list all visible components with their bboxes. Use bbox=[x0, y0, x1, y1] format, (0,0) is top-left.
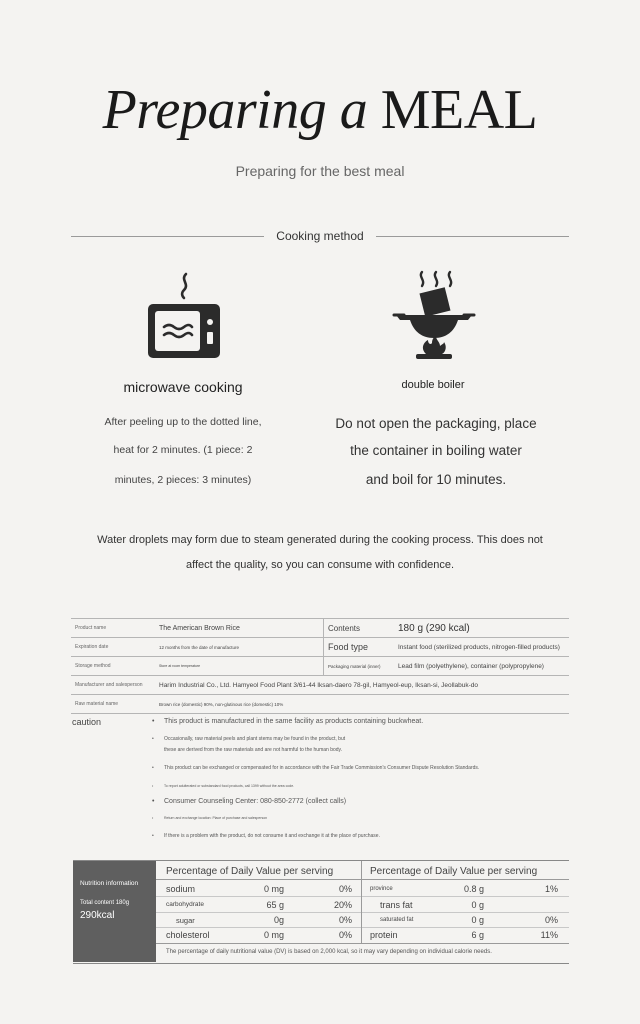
double-boiler-icon bbox=[392, 270, 476, 364]
boiler-line-3: and boil for 10 minutes. bbox=[365, 472, 507, 487]
page-subtitle: Preparing for the best meal bbox=[235, 163, 405, 179]
section-label: Cooking method bbox=[276, 229, 364, 243]
storage-value: Store at room temperature bbox=[155, 657, 324, 676]
nutrient-amount: 0 g bbox=[471, 900, 484, 910]
nutrient-percent: 0% bbox=[338, 930, 352, 940]
nutrient-amount: 0 g bbox=[471, 915, 484, 925]
title-caps: MEAL bbox=[380, 79, 538, 141]
packaging-value: Lead film (polyethylene), container (polypropylene) bbox=[394, 657, 569, 676]
product-info-table bbox=[71, 618, 569, 714]
contents-label: Contents bbox=[324, 619, 395, 638]
nutrition-footer-rule bbox=[156, 943, 569, 944]
list-item: • This product is manufactured in the same facility as products containing buckwheat. bbox=[152, 718, 562, 725]
food-type-label: Food type bbox=[324, 638, 395, 657]
nutrient-name: carbohydrate bbox=[166, 901, 204, 908]
storage-label: Storage method bbox=[71, 657, 155, 676]
list-item: these are derived from the raw materials and are not harmful to the human body. bbox=[164, 747, 343, 753]
row-rule bbox=[362, 896, 569, 897]
microwave-title: microwave cooking bbox=[123, 379, 243, 395]
table-row bbox=[71, 676, 569, 695]
row-rule bbox=[156, 896, 361, 897]
boiler-line-1: Do not open the packaging, place bbox=[335, 416, 537, 431]
boiler-line-2: the container in boiling water bbox=[350, 443, 522, 458]
list-item: • Return and exchange location: Place of purchase and salesperson bbox=[152, 816, 562, 820]
row-rule bbox=[362, 927, 569, 928]
nutrition-label: Nutrition information bbox=[80, 880, 139, 887]
nutrient-percent: 20% bbox=[333, 900, 352, 910]
food-type-value: Instant food (sterilized products, nitrogen-filled products) bbox=[394, 638, 569, 657]
nutrient-name: trans fat bbox=[380, 900, 413, 910]
raw-material-value: Brown rice (domestic) 90%, non-glutinous rice (domestic) 10% bbox=[155, 695, 569, 714]
microwave-line-3: minutes, 2 pieces: 3 minutes) bbox=[114, 474, 252, 486]
list-item: • Consumer Counseling Center: 080-850-2772 (collect calls) bbox=[152, 798, 562, 805]
nutrient-percent: 0% bbox=[544, 915, 558, 925]
product-name-value: The American Brown Rice bbox=[155, 619, 324, 638]
nutrient-name: sugar bbox=[176, 916, 195, 925]
nutrient-amount: 0 mg bbox=[263, 930, 284, 940]
manufacturer-label: Manufacturer and salesperson bbox=[71, 676, 155, 695]
title-italic: Preparing a bbox=[102, 79, 368, 141]
nutrient-name: protein bbox=[370, 930, 398, 940]
table-row bbox=[71, 638, 569, 657]
nutrient-name: sodium bbox=[166, 884, 196, 894]
total-content: Total content 180g bbox=[80, 900, 130, 906]
boiler-title: double boiler bbox=[401, 379, 465, 391]
steam-note-line-2: affect the quality, so you can consume with confidence. bbox=[185, 559, 455, 571]
microwave-line-2: heat for 2 minutes. (1 piece: 2 bbox=[113, 444, 253, 456]
microwave-line-1: After peeling up to the dotted line, bbox=[104, 416, 262, 428]
nutrition-column-rule bbox=[361, 861, 362, 943]
caution-list bbox=[152, 714, 562, 839]
list-item: • To report adulterated or substandard food products, call 1399 without the area code. bbox=[152, 784, 562, 788]
nutrient-amount: 0 mg bbox=[263, 884, 284, 894]
table-row bbox=[71, 619, 569, 638]
nutrition-header-right: Percentage of Daily Value per serving bbox=[370, 866, 538, 877]
row-rule bbox=[156, 927, 361, 928]
nutrient-name: province bbox=[370, 886, 393, 892]
product-name-label: Product name bbox=[71, 619, 155, 638]
nutrient-percent: 1% bbox=[544, 884, 558, 894]
nutrition-summary bbox=[73, 861, 156, 962]
row-rule bbox=[362, 912, 569, 913]
nutrient-percent: 0% bbox=[338, 884, 352, 894]
nutrient-amount: 6 g bbox=[471, 930, 484, 940]
page-title bbox=[0, 78, 640, 142]
nutrient-amount: 65 g bbox=[266, 900, 284, 910]
nutrition-footnote: The percentage of daily nutritional value (DV) is based on 2,000 kcal, so it may vary depending on individual calorie needs. bbox=[166, 949, 492, 955]
list-item: • Occasionally, raw material peels and plant stems may be found in the product, but bbox=[152, 736, 562, 742]
packaging-label: Packaging material (inner) bbox=[324, 657, 395, 676]
microwave-icon bbox=[146, 272, 222, 362]
expiration-label: Expiration date bbox=[71, 638, 155, 657]
total-kcal: 290kcal bbox=[80, 910, 115, 921]
nutrition-header-left: Percentage of Daily Value per serving bbox=[166, 866, 334, 877]
nutrient-percent: 11% bbox=[540, 930, 558, 940]
steam-note-line-1: Water droplets may form due to steam generated during the cooking process. This does not bbox=[97, 534, 543, 546]
manufacturer-value: Harim Industrial Co., Ltd. Hamyeol Food Plant 3/61-44 Iksan-daero 78-gil, Hamyeol-eup, Iksan-si, Jeollabuk-do bbox=[155, 676, 569, 695]
nutrient-amount: 0.8 g bbox=[463, 884, 484, 894]
nutrient-name: saturated fat bbox=[380, 917, 414, 923]
expiration-value: 12 months from the date of manufacture bbox=[155, 638, 324, 657]
nutrition-header-rule bbox=[156, 879, 569, 880]
row-rule bbox=[156, 912, 361, 913]
contents-value: 180 g (290 kcal) bbox=[394, 619, 569, 638]
table-row bbox=[71, 657, 569, 676]
nutrient-percent: 0% bbox=[338, 915, 352, 925]
list-item: • If there is a problem with the product, do not consume it and exchange it at the place of purchase. bbox=[152, 833, 562, 839]
list-item: • This product can be exchanged or compensated for in accordance with the Fair Trade Commission's Consumer Dispute Resolution Standards. bbox=[152, 765, 562, 771]
raw-material-label: Raw material name bbox=[71, 695, 155, 714]
table-row bbox=[71, 695, 569, 714]
nutrient-amount: 0g bbox=[273, 915, 284, 925]
nutrient-name: cholesterol bbox=[166, 930, 210, 940]
caution-label: caution bbox=[72, 717, 102, 727]
